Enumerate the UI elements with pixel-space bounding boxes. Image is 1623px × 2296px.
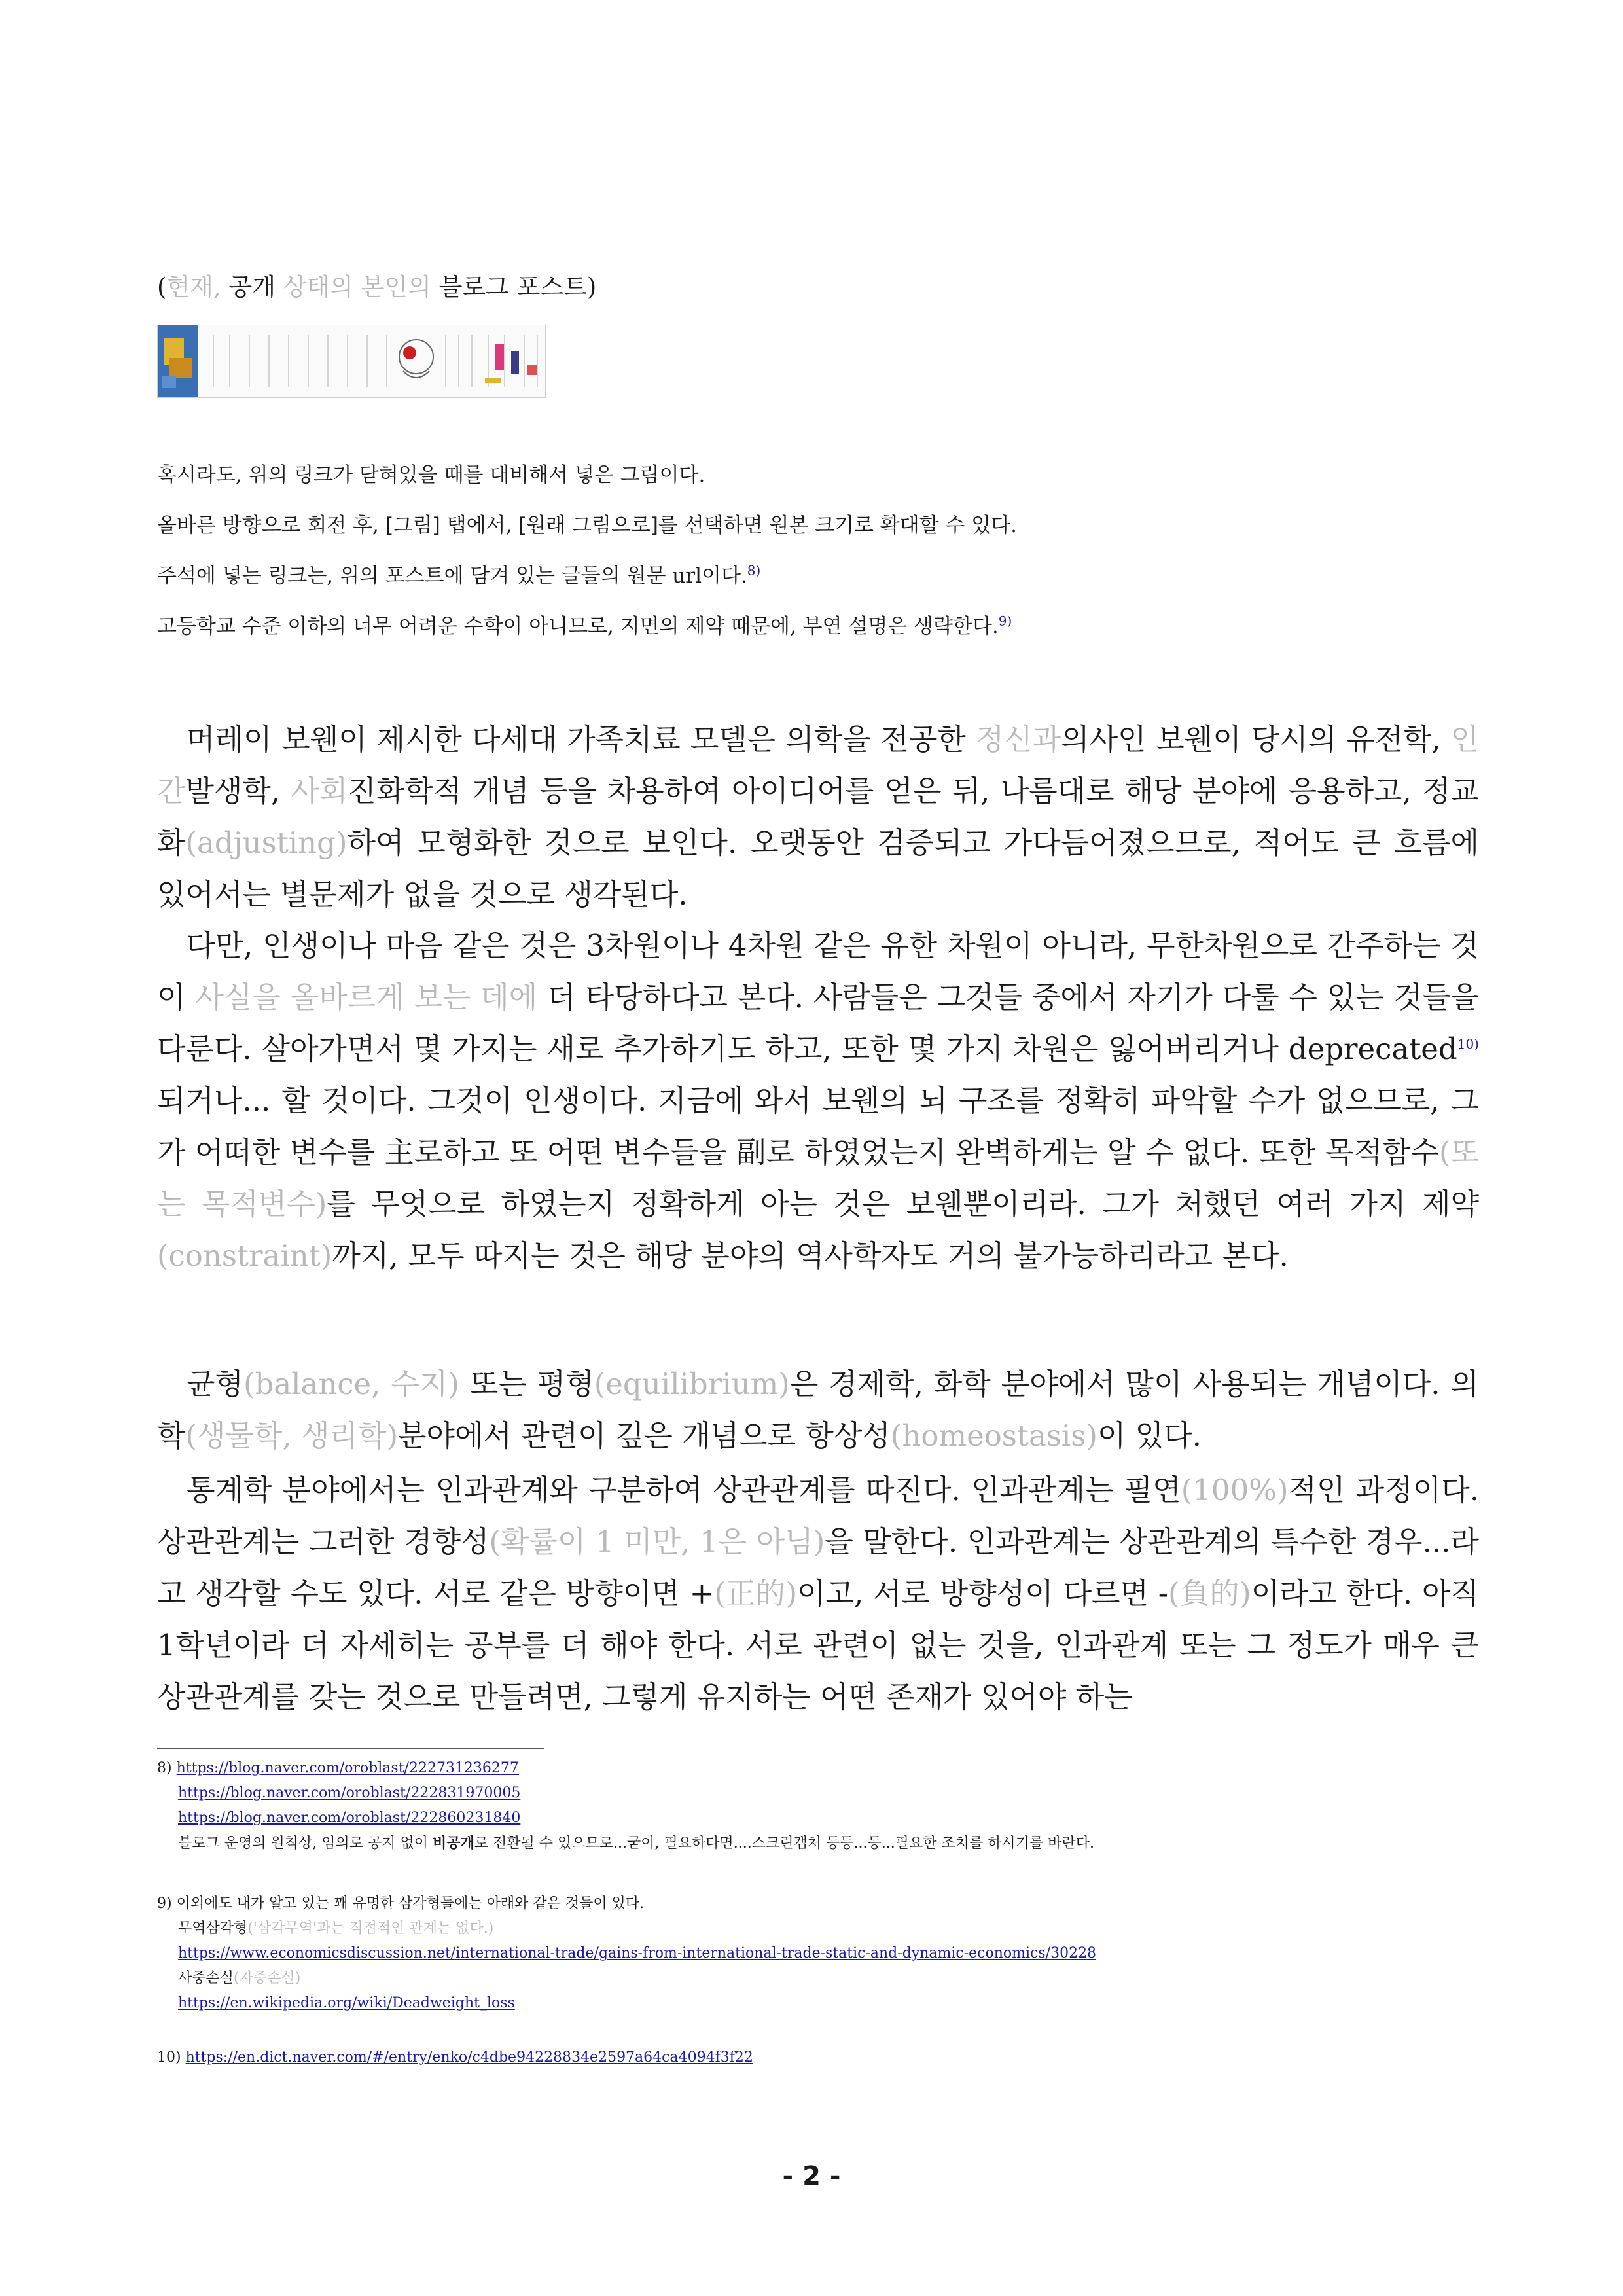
p3-g4: (homeostasis): [890, 1418, 1097, 1453]
footnote-8: [157, 1756, 1094, 1856]
p3-a: 균형: [187, 1367, 243, 1401]
p4-g1: (100%): [1181, 1473, 1289, 1507]
caption-open: (: [157, 273, 167, 301]
p3-g2: (equilibrium): [594, 1367, 790, 1401]
p3-d: 분야에서 관련이 깊은 개념으로 항상성: [398, 1418, 891, 1453]
p2-g2: (또는 목적변수): [157, 1135, 1479, 1221]
p4-g2: (확률이 1 미만, 1은 아님): [489, 1524, 825, 1559]
p3-b: 또는 평형: [459, 1367, 594, 1401]
note-line-4: [157, 609, 1012, 639]
paragraph-2: [157, 920, 1479, 1282]
note-line-4-text: 고등학교 수준 이하의 너무 어려운 수학이 아니므로, 지면의 제약 때문에, 부연 설명은 생략한다.: [157, 615, 999, 638]
footnote-8-note-b: 로 전환될 수 있으므로...굳이, 필요하다면....스크린캡처 등등...등...필요한 조치를 하시기를 바란다.: [474, 1835, 1094, 1852]
p1-b: 의사인 보웬이 당시의 유전학,: [1061, 722, 1451, 757]
footnote-10-link[interactable]: https://en.dict.naver.com/#/entry/enko/c4dbe94228834e2597a64ca4094f3f22: [185, 2049, 753, 2066]
footnote-ref-9[interactable]: 9): [998, 613, 1012, 629]
footnote-9-link-1[interactable]: https://www.economicsdiscussion.net/international-trade/gains-from-international-trade-static-and-dynamic-economics/30228: [178, 1945, 1097, 1962]
footnote-9-number: 9): [157, 1895, 172, 1912]
p2-b: 더 타당하다고 본다. 사람들은 그것들 중에서 자기가 다룰 수 있는 것들을 다룬다. 살아가면서 몇 가지는 새로 추가하기도 하고, 또한 몇 가지 차원은 잃어버리거나 deprecated: [157, 980, 1479, 1066]
image-caption: [157, 267, 596, 302]
footnote-10-number: 10): [157, 2049, 181, 2066]
note-line-1: 혹시라도, 위의 링크가 닫혀있을 때를 대비해서 넣은 그림이다.: [157, 463, 705, 487]
footnote-10: [157, 2045, 753, 2070]
footnote-8-link-3[interactable]: https://blog.naver.com/oroblast/222860231840: [178, 1810, 521, 1826]
footnote-8-note-bold: 비공개: [433, 1835, 474, 1852]
p3-c: 은 경제학, 화학 분야에서 많이 사용되는 개념이다. 의학: [157, 1367, 1479, 1453]
p2-e: 까지, 모두 따지는 것은 해당 분야의 역사학자도 거의 불가능하리라고 본다.: [332, 1238, 1289, 1273]
footnote-9-item-2-note: (자중손실): [234, 1970, 301, 1986]
p4-b: 적인 과정이다. 상관관계는 그러한 경향성: [157, 1473, 1479, 1559]
p4-c: 을 말한다. 인과관계는 상관관계의 특수한 경우...라고 생각할 수도 있다. 서로 같은 방향이면 +: [157, 1524, 1480, 1611]
note-line-2: 올바른 방향으로 회전 후, [그림] 탭에서, [원래 그림으로]를 선택하면 원본 크기로 확대할 수 있다.: [157, 514, 1018, 537]
caption-state: 상태의 본인의: [283, 273, 431, 301]
p4-a: 통계학 분야에서는 인과관계와 구분하여 상관관계를 따진다. 인과관계는 필연: [187, 1473, 1181, 1507]
p4-e: 이라고 한다. 아직 1학년이라 더 자세히는 공부를 더 해야 한다. 서로 관련이 없는 것을, 인과관계 또는 그 정도가 매우 큰 상관관계를 갖는 것으로 만들려면, 그렇게 유지하는 어떤 존재가 있어야 하는: [157, 1576, 1479, 1714]
blog-post-thumbnail[interactable]: [157, 325, 546, 398]
page-number: - 2 -: [782, 2161, 841, 2191]
caption-blog: 블로그 포스트): [438, 273, 597, 301]
p2-g1: 사실을 올바르게 보는 데에: [195, 980, 538, 1014]
p2-g3: (constraint): [157, 1238, 332, 1273]
caption-now: 현재,: [166, 273, 221, 301]
footnote-9-item-2: 사중손실: [178, 1970, 234, 1986]
p1-g4: (adjusting): [185, 825, 348, 860]
footnote-ref-10[interactable]: 10): [1457, 1036, 1479, 1052]
p1-g2: 인간: [157, 722, 1480, 808]
p1-d: 진화학적 개념 등을 차용하여 아이디어를 얻은 뒤, 나름대로 해당 분야에 응용하고, 정교화: [157, 774, 1479, 860]
footnote-8-link-1[interactable]: https://blog.naver.com/oroblast/222731236277: [176, 1760, 519, 1776]
p1-g1: 정신과: [975, 722, 1061, 757]
paragraph-4: [157, 1464, 1479, 1723]
p4-d: 이고, 서로 방향성이 다르면 -: [797, 1576, 1169, 1611]
p3-g3: (생물학, 생리학): [185, 1418, 399, 1453]
p2-d: 를 무엇으로 하였는지 정확하게 아는 것은 보웬뿐이리라. 그가 처했던 여러 가지 제약: [327, 1187, 1479, 1221]
p3-e: 이 있다.: [1097, 1418, 1202, 1453]
footnote-9-item-1-note: ('삼각무역'과는 직접적인 관계는 없다.): [247, 1920, 494, 1937]
p1-g3: 사회: [291, 774, 348, 808]
paragraph-3: [157, 1358, 1479, 1462]
footnote-9-text: 이외에도 내가 알고 있는 꽤 유명한 삼각형들에는 아래와 같은 것들이 있다.: [176, 1895, 645, 1912]
p3-g1: (balance, 수지): [243, 1367, 459, 1401]
p1-c: 발생학,: [185, 774, 291, 808]
footnote-8-link-2[interactable]: https://blog.naver.com/oroblast/222831970005: [178, 1785, 521, 1801]
paragraph-1: [157, 713, 1479, 920]
footnote-9-link-2[interactable]: https://en.wikipedia.org/wiki/Deadweight_loss: [178, 1995, 515, 2011]
thumbnail-graphic: [158, 325, 545, 397]
footnote-8-note-a: 블로그 운영의 원칙상, 임의로 공지 없이: [178, 1835, 433, 1852]
footnote-ref-8[interactable]: 8): [747, 562, 761, 579]
p1-e: 하여 모형화한 것으로 보인다. 오랫동안 검증되고 가다듬어졌으므로, 적어도 큰 흐름에 있어서는 별문제가 없을 것으로 생각된다.: [157, 825, 1479, 912]
p4-g3: (正的): [714, 1576, 798, 1611]
caption-public: 공개: [228, 273, 276, 301]
footnote-9-item-1: 무역삼각형: [178, 1920, 248, 1937]
p2-a: 다만, 인생이나 마음 같은 것은 3차원이나 4차원 같은 유한 차원이 아니라, 무한차원으로 간주하는 것이: [157, 928, 1479, 1014]
footnote-8-number: 8): [157, 1760, 172, 1776]
note-line-3-text: 주석에 넣는 링크는, 위의 포스트에 담겨 있는 글들의 원문 url이다.: [157, 564, 747, 588]
footnote-separator: [157, 1748, 544, 1749]
p4-g4: (負的): [1168, 1576, 1251, 1611]
note-line-3: [157, 559, 760, 588]
p1-a: 머레이 보웬이 제시한 다세대 가족치료 모델은 의학을 전공한: [187, 722, 976, 757]
footnote-8-note: [157, 1831, 1094, 1856]
p2-c: 되거나... 할 것이다. 그것이 인생이다. 지금에 와서 보웬의 뇌 구조를 정확히 파악할 수가 없으므로, 그가 어떠한 변수를 主로하고 또 어떤 변수들을 副로 하였었는지 완벽하게는 알 수 없다. 또한 목적함수: [157, 1083, 1479, 1170]
footnote-9: [157, 1892, 1096, 2016]
